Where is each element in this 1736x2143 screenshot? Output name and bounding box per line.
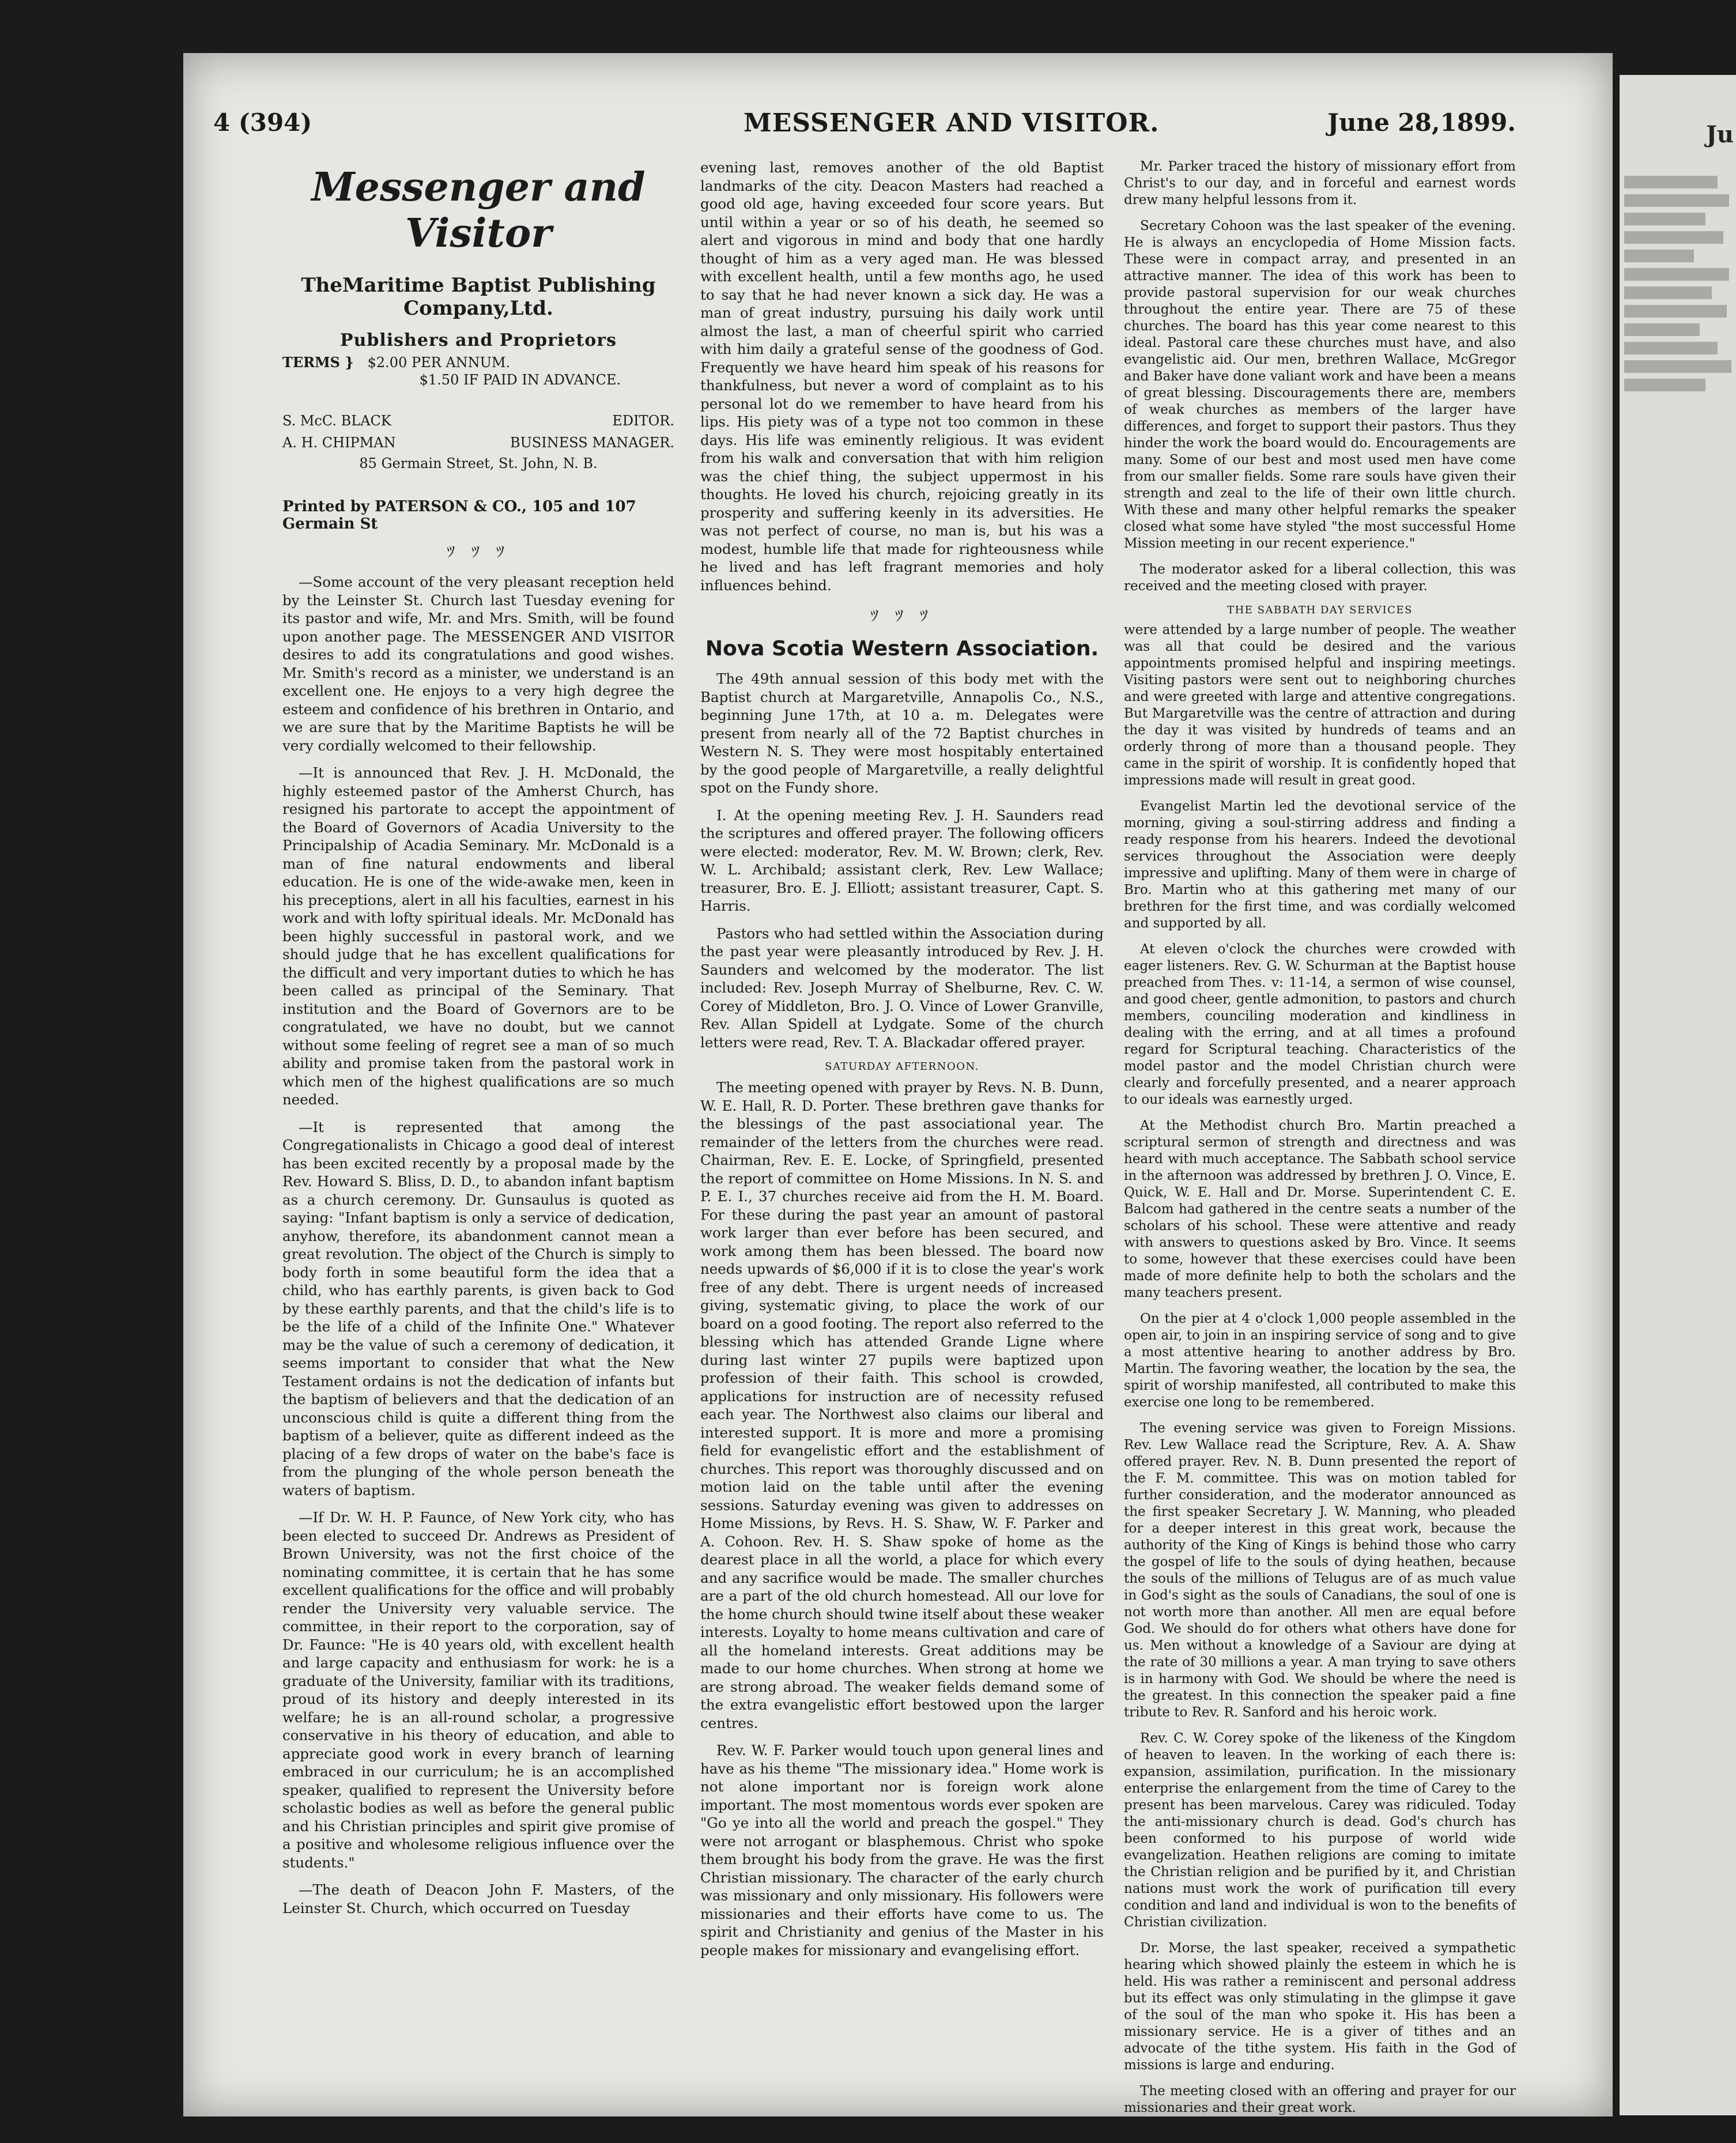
subheading: THE SABBATH DAY SERVICES (1227, 604, 1413, 616)
article-paragraph: Rev. C. W. Corey spoke of the likeness of the Kingdom of heaven to leaven. In the working of each there is: expansion, assimilation, purification. In the missionary enterprise the enlargement from the time of Carey to the present has been marvelous. Carey was ridiculed. Today the anti-missionary church is dead. God's church has been conformed to his purpose of world wide evangelization. Heathen religions are coming to imitate the Christian religion and be purified by it, and Christian nations must work the work of purification till every condition and land and individual is won to the benefits of Christian civilization. (1124, 1731, 1516, 1930)
article-paragraph: —If Dr. W. H. P. Faunce, of New York city, who has been elected to succeed Dr. Andrews as President of Brown University, was not the first choice of the nominating committee, it is certain that he has some excellent qualifications for the office and will probably render the University very valuable service. The committee, in their report to the corporation, say of Dr. Faunce: "He is 40 years old, with excellent health and large capacity and enthusiasm for work: he is a graduate of the University, familiar with its traditions, proud of its history and deeply interested in its welfare; he is an all-round scholar, a progressive conservative in his theory of education, and able to appreciate good work in every branch of learning embraced in our curriculum; he is an accomplished speaker, qualified to represent the University before scholastic bodies as well as before the general public and his Christian principles and spirit give promise of a positive and wholesome religious influence over the students." (282, 1509, 674, 1871)
article-paragraph: The moderator asked for a liberal collection, this was received and the meeting closed with prayer. (1124, 562, 1516, 594)
terms-line-2: $1.50 IF PAID IN ADVANCE. (419, 372, 621, 388)
page-number: 4 (394) (213, 108, 312, 137)
article-paragraph: The 49th annual session of this body met with the Baptist church at Margaretville, Annapolis Co., N.S., beginning June 17th, at 10 a. m. Delegates were present from nearly all of the 72 Baptist churches in Western N. S. They were most hospitably entertained by the good people of Margaretville, a really delightful spot on the Fundy shore. (700, 670, 1104, 796)
article-paragraph: were attended by a large number of people. The weather was all that could be desired and the various appointments promised helpful and inspiring meetings. Visiting pastors were sent out to neighboring churches and were greeted with large and attentive congregations. But Margaretville was the centre of attraction and during the day it was visited by hundreds of teams and an orderly throng of more than a thousand people. They came in the spirit of worship. It is confidently hoped that impressions made will result in great good. (1124, 622, 1516, 788)
editor-role: EDITOR. (612, 413, 674, 429)
company-name: TheMaritime Baptist Publishing Company,Ltd. (301, 274, 656, 320)
adjacent-page-fragment: Ju (1706, 121, 1734, 148)
editor-name: S. McC. BLACK (282, 413, 391, 429)
section-heading: Nova Scotia Western Association. (705, 637, 1099, 661)
article-paragraph: Pastors who had settled within the Association during the past year were pleasantly introduced by Rev. J. H. Saunders and welcomed by the moderator. The list included: Rev. Joseph Murray of Shelburne, Rev. C. W. Corey of Middleton, Bro. J. O. Vince of Lower Granville, Rev. Allan Spidell at Lydgate. Some of the church letters were read, Rev. T. A. Blackadar offered prayer. (700, 925, 1104, 1051)
ornament: ﾂ ﾂ ﾂ (447, 542, 510, 561)
subheading: SATURDAY AFTERNOON. (825, 1061, 979, 1073)
paper-name: MESSENGER AND VISITOR. (744, 108, 1160, 138)
publishers-line: Publishers and Proprietors (340, 330, 617, 350)
article-paragraph: —It is represented that among the Congregationalists in Chicago a good deal of interest has been excited recently by a proposal made by the Rev. Howard S. Bliss, D. D., to abandon infant baptism as a church ceremony. Dr. Gunsaulus is quoted as saying: "Infant baptism is only a service of dedication, anyhow, therefore, its abandonment cannot mean a great revolution. The object of the Church is simply to body forth in some beautiful form the idea that a child, who has earthly parents, is given back to God by these earthly parents, and that the child's life is to be the life of a child of the Infinite One." Whatever may be the value of such a ceremony of dedication, it seems important to consider that what the New Testament ordains is not the dedication of infants but the baptism of believers and that the dedication of an unconscious child is quite a different thing from the baptism of a believer, quite as different indeed as the placing of a few drops of water on the babe's face is from the plunging of the whole person beneath the waters of baptism. (282, 1118, 674, 1499)
article-paragraph: Rev. W. F. Parker would touch upon general lines and have as his theme "The missionary idea." Home work is not alone important nor is foreign work alone important. The most momentous words ever spoken are "Go ye into all the world and preach the gospel." They were not arrogant or blasphemous. Christ who spoke them brought his body from the grave. He was the first Christian missionary. The character of the early church was missionary and only missionary. His followers were missionaries and their efforts have come to us. The spirit and Christianity and genius of the Master in his people makes for missionary and evangelising effort. (700, 1742, 1104, 1959)
ornament: ﾂ ﾂ ﾂ (870, 606, 934, 625)
column-2 (700, 159, 1104, 1968)
issue-date: June 28,1899. (1327, 108, 1516, 137)
manager-name: A. H. CHIPMAN (282, 435, 396, 451)
article-paragraph: I. At the opening meeting Rev. J. H. Saunders read the scriptures and offered prayer. The following officers were elected: moderator, Rev. M. W. Brown; clerk, Rev. W. L. Archibald; assistant clerk, Rev. Lew Wallace; treasurer, Bro. E. J. Elliott; assistant treasurer, Capt. S. Harris. (700, 806, 1104, 914)
adjacent-page (1620, 75, 1736, 2115)
article-paragraph: The evening service was given to Foreign Missions. Rev. Lew Wallace read the Scripture, Rev. A. A. Shaw offered prayer. Rev. N. B. Dunn presented the report of the F. M. committee. This was on motion tabled for further consideration, and the moderator announced as the first speaker Secretary J. W. Manning, who pleaded for a deeper interest in this great work, because the authority of the King of Kings is behind those who carry the gospel of life to the souls of dying heathen, because the souls of the millions of Telugus are of as much value in God's sight as the souls of Canadians, the soul of one is not worth more than another. All men are equal before God. We should do for others what others have done for us. Men without a knowledge of a Saviour are dying at the rate of 30 millions a year. A man trying to save others is in harmony with God. We should be where the need is the greatest. In this connection the speaker paid a fine tribute to Rev. R. Sanford and his heroic work. (1124, 1421, 1516, 1720)
masthead-title: Messenger and Visitor (311, 164, 646, 256)
office-address: 85 Germain Street, St. John, N. B. (359, 455, 598, 471)
terms-line-1: $2.00 PER ANNUM. (367, 354, 511, 371)
article-paragraph: Secretary Cohoon was the last speaker of the evening. He is always an encyclopedia of Home Mission facts. These were in compact array, and presented in an attractive manner. The idea of this work has been to provide pastoral supervision for our weak churches throughout the entire year. There are 75 of these churches. The board has this year come nearest to this ideal. Pastoral care these churches must have, and also evangelistic aid. Our men, brethren Wallace, McGregor and Baker have done valiant work and have been a means of great blessing. Discouragements there are, members of weak churches as members of the larger have differences, and forget to support their pastors. Thus they hinder the work the board would do. Encouragements are many. Some of our best and most used men have come from our smaller fields. Some rare souls have given their strength and zeal to the life of their own little church. With these and many other helpful remarks the speaker closed what some have styled "the most successful Home Mission meeting in our recent experience." (1124, 218, 1516, 551)
page-header (213, 108, 1516, 149)
editor-line (282, 412, 674, 430)
article-paragraph: At eleven o'clock the churches were crowded with eager listeners. Rev. G. W. Schurman at the Baptist house preached from Thes. v: 11-14, a sermon of wise counsel, and good cheer, gentle admonition, to pastors and church members, counciling moderation and kindliness in dealing with the erring, and at all times a profound regard for Scriptural teaching. Characteristics of the model pastor and the model Christian church were clearly and forcefully presented, and a nearer approach to our ideals was earnestly urged. (1124, 942, 1516, 1107)
article-paragraph: evening last, removes another of the old Baptist landmarks of the city. Deacon Masters had reached a good old age, having exceeded four score years. But until within a year or so of his death, he seemed so alert and vigorous in mind and body that one hardly thought of him as a very aged man. He was blessed with excellent health, until a few months ago, he used to say that he had never known a sick day. He was a man of great industry, pursuing his daily work until almost the last, a man of cheerful spirit who carried with him daily a grateful sense of the goodness of God. Frequently we have heard him speak of his reasons for thankfulness, but never a word of complaint as to his personal lot do we remember to have heard from his lips. His piety was of a type not too common in these days. His life was eminently religious. It was evident from his walk and conversation that with him religion was the chief thing, the subject uppermost in his thoughts. He loved his church, rejoicing greatly in its prosperity and suffering keenly in its adversities. He was not perfect of course, no man is, but his was a modest, humble life that made for righteousness while he lived and has left fragrant memories and holy influences behind. (700, 159, 1104, 594)
article-paragraph: —The death of Deacon John F. Masters, of the Leinster St. Church, which occurred on Tuesday (282, 1881, 674, 1916)
terms-label: TERMS } (282, 354, 354, 371)
article-paragraph: —Some account of the very pleasant reception held by the Leinster St. Church last Tuesday evening for its pastor and wife, Mr. and Mrs. Smith, will be found upon another page. The MESSENGER AND VISITOR desires to add its congratulations and good wishes. Mr. Smith's record as a minister, we understand is an excellent one. He enjoys to a very high degree the esteem and confidence of his brethren in Ontario, and we are sure that by the Maritime Baptists he will be very cordially welcomed to their fellowship. (282, 574, 674, 754)
manager-line (282, 433, 674, 452)
column-3 (1124, 159, 1516, 2126)
article-paragraph: The meeting closed with an offering and prayer for our missionaries and their great work. (1124, 2084, 1516, 2115)
article-paragraph: On the pier at 4 o'clock 1,000 people assembled in the open air, to join in an inspiring service of song and to give a most attentive hearing to another address by Bro. Martin. The favoring weather, the location by the sea, the spirit of worship manifested, all contributed to make this exercise one long to be remembered. (1124, 1311, 1516, 1410)
article-paragraph: At the Methodist church Bro. Martin preached a scriptural sermon of strength and directness and was heard with much acceptance. The Sabbath school service in the afternoon was addressed by brethren J. O. Vince, E. Quick, W. E. Hall and Dr. Morse. Superintendent C. E. Balcom had gathered in the centre seats a number of the scholars of his school. These were attentive and ready with answers to questions asked by Bro. Vince. It seems to some, however that these exercises could have been made of more definite help to both the scholars and the many teachers present. (1124, 1118, 1516, 1300)
article-paragraph: Evangelist Martin led the devotional service of the morning, giving a soul-stirring address and finding a ready response from his hearers. Indeed the devotional services throughout the Association were deeply impressive and uplifting. Many of them were in charge of Bro. Martin who at this gathering met many of our brethren for the first time, and was cordially welcomed and supported by all. (1124, 799, 1516, 931)
manager-role: BUSINESS MANAGER. (510, 435, 674, 451)
article-paragraph: —It is announced that Rev. J. H. McDonald, the highly esteemed pastor of the Amherst Church, has resigned his partorate to accept the appointment of the Board of Governors of Acadia University to the Principalship of Acadia Seminary. Mr. McDonald is a man of fine natural endowments and liberal education. He is one of the wide-awake men, keen in his preceptions, alert in all his faculties, earnest in his work and with lofty spiritual ideals. Mr. McDonald has been highly successful in pastoral work, and we should judge that he has excellent qualifications for the difficult and very important duties to which he has been called as principal of the Seminary. That institution and the Board of Governors are to be congratulated, we have no doubt, but we cannot without some feeling of regret see a man of so much ability and promise taken from the pastoral work in which men of the highest qualifications are so much needed. (282, 764, 674, 1108)
article-paragraph: Dr. Morse, the last speaker, received a sympathetic hearing which showed plainly the esteem in which he is held. His was rather a reminiscent and personal address but its effect was only stimulating in the glimpse it gave of the soul of the man who spoke it. His has been a missionary service. He is a giver of tithes and an advocate of the tithe system. His faith in the God of missions is large and enduring. (1124, 1941, 1516, 2073)
column-1 (282, 159, 674, 1926)
printer-line: Printed by PATERSON & CO., 105 and 107 Germain St (282, 498, 636, 533)
article-paragraph: The meeting opened with prayer by Revs. N. B. Dunn, W. E. Hall, R. D. Porter. These brethren gave thanks for the blessings of the past associational year. The remainder of the letters from the churches were read. Chairman, Rev. E. E. Locke, of Springfield, presented the report of committee on Home Missions. In N. S. and P. E. I., 37 churches receive aid from the H. M. Board. For these during the past year an amount of pastoral work larger than ever before has been secured, and work among them has been blessed. The board now needs upwards of $6,000 if it is to close the year's work free of any debt. There is urgent needs of increased giving, systematic giving, to place the work of our board on a good footing. The report also referred to the blessing which has attended Grande Ligne where during last winter 27 pupils were baptized upon profession of their faith. This school is crowded, applications for instruction are of necessity refused each year. The Northwest also claims our liberal and interested support. It is more and more a promising field for evangelistic effort and the establishment of churches. This report was thoroughly discussed and on motion laid on the table until after the evening sessions. Saturday evening was given to addresses on Home Missions, by Revs. H. S. Shaw, W. F. Parker and A. Cohoon. Rev. H. S. Shaw spoke of home as the dearest place in all the world, a place for which every and any sacrifice would be made. The smaller churches are a part of the old church homestead. All our love for the home church should twine itself about these weaker interests. Loyalty to home means cultivation and care of all the homeland interests. Great additions may be made to our home churches. When strong at home we are strong abroad. The weaker fields demand some of the extra evangelistic effort bestowed upon the larger centres. (700, 1079, 1104, 1731)
terms-block (282, 354, 674, 388)
article-paragraph: Mr. Parker traced the history of missionary effort from Christ's to our day, and in forceful and earnest words drew many helpful lessons from it. (1124, 159, 1516, 207)
